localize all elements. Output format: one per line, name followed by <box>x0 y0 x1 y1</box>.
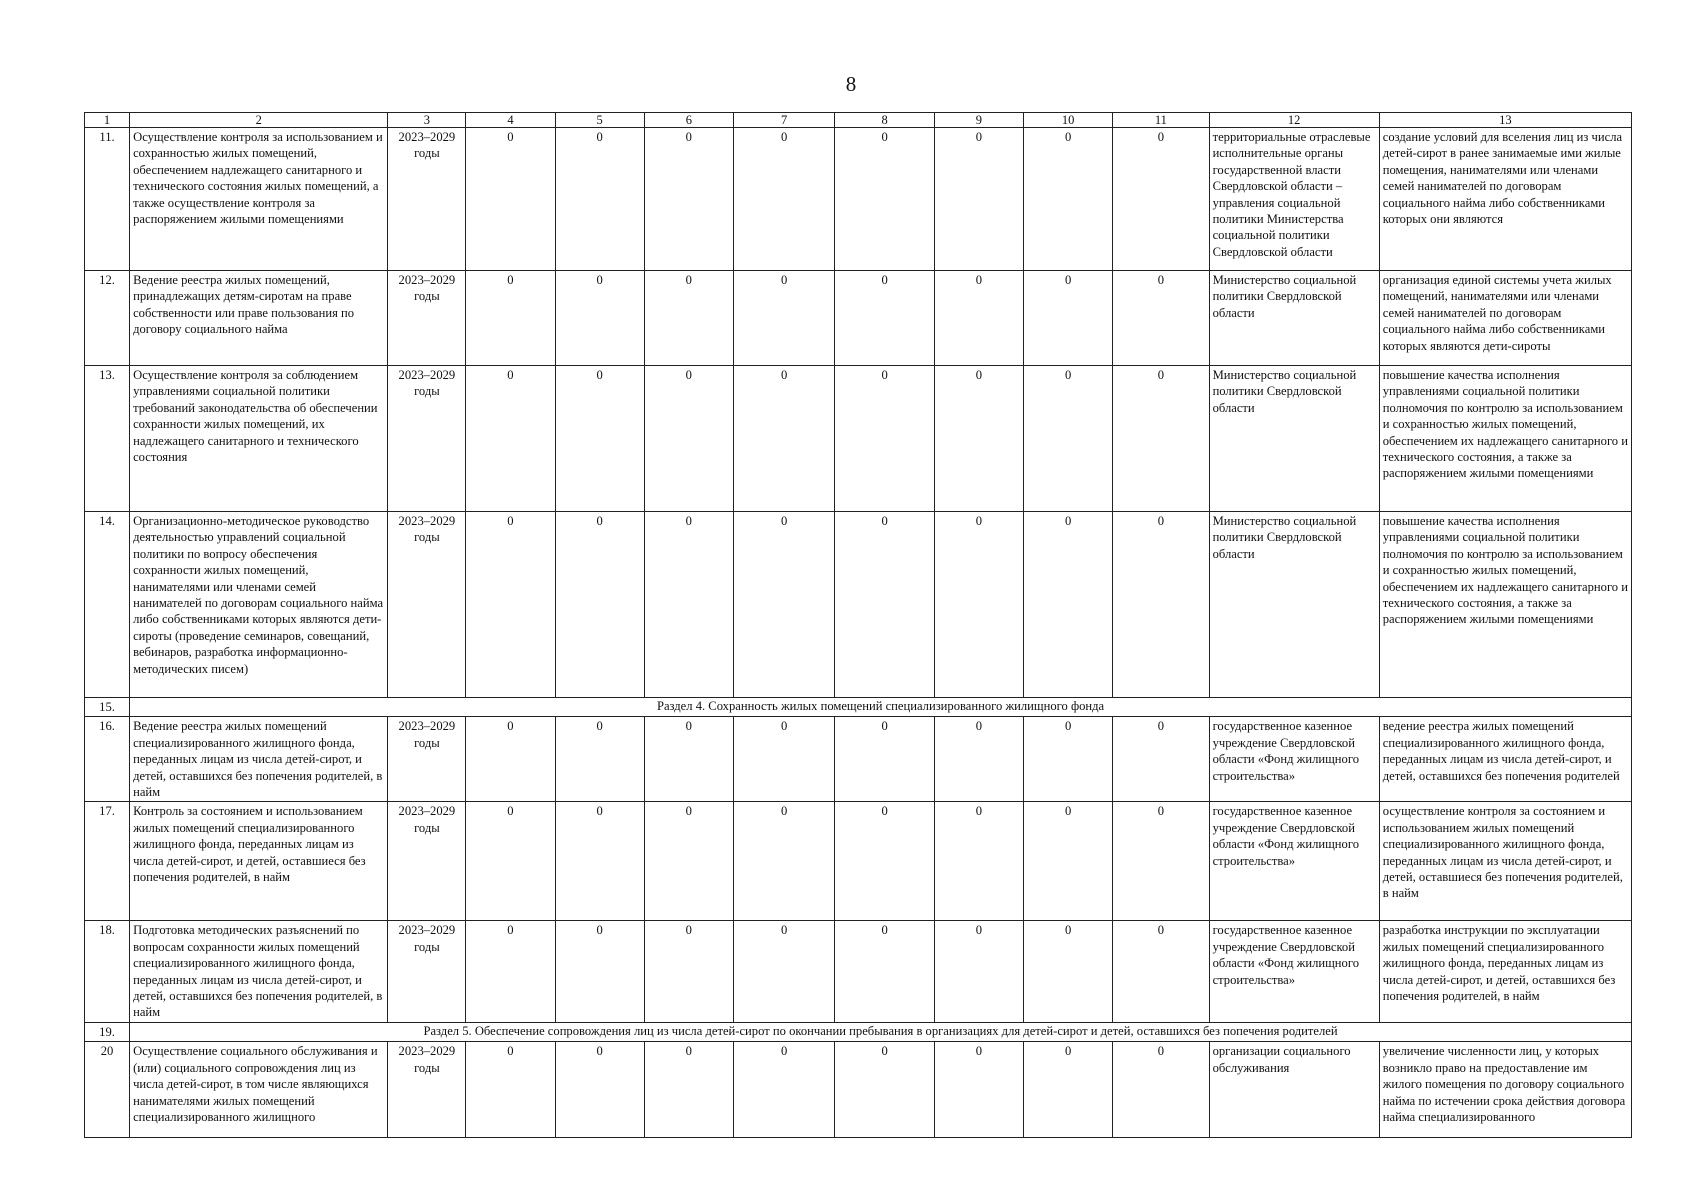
executor: территориальные отраслевые исполнительные органы государственной власти Свердловской области – управления социальной политики Министерства социальной политики Свердловской области <box>1209 128 1379 271</box>
funding-value: 0 <box>555 271 644 366</box>
column-number: 8 <box>835 113 934 128</box>
period: 2023–2029 годы <box>388 921 466 1022</box>
funding-value: 0 <box>555 512 644 698</box>
column-number: 12 <box>1209 113 1379 128</box>
funding-value: 0 <box>1024 512 1113 698</box>
column-number: 13 <box>1379 113 1631 128</box>
funding-value: 0 <box>835 128 934 271</box>
funding-value: 0 <box>466 512 555 698</box>
funding-value: 0 <box>733 1042 834 1138</box>
funding-value: 0 <box>733 921 834 1022</box>
funding-value: 0 <box>1024 921 1113 1022</box>
funding-value: 0 <box>644 366 733 512</box>
section-row <box>85 698 1632 717</box>
funding-value: 0 <box>835 1042 934 1138</box>
row-number: 15. <box>85 698 130 717</box>
funding-value: 0 <box>934 921 1023 1022</box>
funding-value: 0 <box>934 366 1023 512</box>
activities-table <box>84 112 1632 1138</box>
funding-value: 0 <box>466 271 555 366</box>
executor: государственное казенное учреждение Свердловской области «Фонд жилищного строительства» <box>1209 717 1379 802</box>
expected-result: осуществление контроля за состоянием и использованием жилых помещений специализированного жилищного фонда, переданных лицам из числа детей-сирот, и детей, оставшиеся без попечения родителей, в найм <box>1379 802 1631 921</box>
expected-result: ведение реестра жилых помещений специализированного жилищного фонда, переданных лицам из числа детей-сирот, и детей, оставшихся без попечения родителей <box>1379 717 1631 802</box>
column-number: 2 <box>130 113 388 128</box>
expected-result: создание условий для вселения лиц из числа детей-сирот в ранее занимаемые ими жилые помещения, нанимателями или членами семей нанимателей по договорам социального найма либо собственниками которых они являются <box>1379 128 1631 271</box>
column-number: 7 <box>733 113 834 128</box>
column-number: 9 <box>934 113 1023 128</box>
funding-value: 0 <box>733 802 834 921</box>
period: 2023–2029 годы <box>388 128 466 271</box>
executor: Министерство социальной политики Свердловской области <box>1209 366 1379 512</box>
activity-name: Ведение реестра жилых помещений, принадлежащих детям-сиротам на праве собственности или праве пользования по договору социального найма <box>130 271 388 366</box>
funding-value: 0 <box>644 128 733 271</box>
funding-value: 0 <box>934 128 1023 271</box>
funding-value: 0 <box>555 128 644 271</box>
funding-value: 0 <box>466 128 555 271</box>
executor: государственное казенное учреждение Свердловской области «Фонд жилищного строительства» <box>1209 921 1379 1022</box>
activity-name: Подготовка методических разъяснений по вопросам сохранности жилых помещений специализированного жилищного фонда, переданных лицам из числа детей-сирот, и детей, оставшихся без попечения родителей, в найм <box>130 921 388 1022</box>
section-row <box>85 1022 1632 1041</box>
column-number: 10 <box>1024 113 1113 128</box>
expected-result: повышение качества исполнения управлениями социальной политики полномочия по контролю за использованием и сохранностью жилых помещений, обеспечением их надлежащего санитарного и технического состояния, а также за распоряжением жилыми помещениями <box>1379 512 1631 698</box>
expected-result: организация единой системы учета жилых помещений, нанимателями или членами семей нанимателей по договорам социального найма либо собственниками которых являются дети-сироты <box>1379 271 1631 366</box>
table-row <box>85 1042 1632 1138</box>
funding-value: 0 <box>934 802 1023 921</box>
column-number: 3 <box>388 113 466 128</box>
funding-value: 0 <box>835 921 934 1022</box>
row-number: 16. <box>85 717 130 802</box>
funding-value: 0 <box>1113 128 1209 271</box>
period: 2023–2029 годы <box>388 717 466 802</box>
period: 2023–2029 годы <box>388 802 466 921</box>
row-number: 20 <box>85 1042 130 1138</box>
funding-value: 0 <box>1024 717 1113 802</box>
funding-value: 0 <box>466 802 555 921</box>
funding-value: 0 <box>934 271 1023 366</box>
funding-value: 0 <box>555 366 644 512</box>
funding-value: 0 <box>644 512 733 698</box>
funding-value: 0 <box>1113 802 1209 921</box>
funding-value: 0 <box>466 921 555 1022</box>
row-number: 19. <box>85 1022 130 1041</box>
activity-name: Осуществление контроля за соблюдением управлениями социальной политики требований законодательства об обеспечении сохранности жилых помещений, их надлежащего санитарного и технического состояния <box>130 366 388 512</box>
funding-value: 0 <box>1113 512 1209 698</box>
activity-name: Осуществление социального обслуживания и (или) социального сопровождения лиц из числа детей-сирот, в том числе являющихся нанимателями жилых помещений специализированного жилищного <box>130 1042 388 1138</box>
funding-value: 0 <box>1024 366 1113 512</box>
funding-value: 0 <box>835 366 934 512</box>
funding-value: 0 <box>1113 717 1209 802</box>
funding-value: 0 <box>835 512 934 698</box>
row-number: 11. <box>85 128 130 271</box>
funding-value: 0 <box>644 802 733 921</box>
funding-value: 0 <box>934 1042 1023 1138</box>
activity-name: Ведение реестра жилых помещений специализированного жилищного фонда, переданных лицам из числа детей-сирот, и детей, оставшихся без попечения родителей, в найм <box>130 717 388 802</box>
table-row <box>85 271 1632 366</box>
page-number: 8 <box>845 72 857 96</box>
funding-value: 0 <box>1024 802 1113 921</box>
funding-value: 0 <box>1113 271 1209 366</box>
funding-value: 0 <box>644 1042 733 1138</box>
period: 2023–2029 годы <box>388 366 466 512</box>
funding-value: 0 <box>555 717 644 802</box>
funding-value: 0 <box>644 717 733 802</box>
activity-name: Организационно-методическое руководство деятельностью управлений социальной политики по вопросу обеспечения сохранности жилых помещений, нанимателями или членами семей нанимателей по договорам социального найма либо собственниками которых являются дети-сироты (проведение семинаров, совещаний, вебинаров, разработка информационно-методических писем) <box>130 512 388 698</box>
executor: государственное казенное учреждение Свердловской области «Фонд жилищного строительства» <box>1209 802 1379 921</box>
funding-value: 0 <box>466 1042 555 1138</box>
table-row <box>85 128 1632 271</box>
funding-value: 0 <box>733 512 834 698</box>
funding-value: 0 <box>1024 271 1113 366</box>
funding-value: 0 <box>466 366 555 512</box>
activity-name: Осуществление контроля за использованием и сохранностью жилых помещений, обеспечением надлежащего санитарного и технического состояния жилых помещений, а также осуществление контроля за распоряжением жилыми помещениями <box>130 128 388 271</box>
funding-value: 0 <box>835 802 934 921</box>
funding-value: 0 <box>733 717 834 802</box>
section-title: Раздел 4. Сохранность жилых помещений специализированного жилищного фонда <box>130 698 1632 717</box>
table-row <box>85 366 1632 512</box>
funding-value: 0 <box>1113 1042 1209 1138</box>
column-number: 6 <box>644 113 733 128</box>
funding-value: 0 <box>835 271 934 366</box>
expected-result: повышение качества исполнения управлениями социальной политики полномочия по контролю за использованием и сохранностью жилых помещений, обеспечением их надлежащего санитарного и технического состояния, а также за распоряжением жилыми помещениями <box>1379 366 1631 512</box>
period: 2023–2029 годы <box>388 1042 466 1138</box>
funding-value: 0 <box>1024 128 1113 271</box>
funding-value: 0 <box>1113 921 1209 1022</box>
funding-value: 0 <box>555 802 644 921</box>
column-number: 5 <box>555 113 644 128</box>
column-number: 11 <box>1113 113 1209 128</box>
funding-value: 0 <box>733 128 834 271</box>
period: 2023–2029 годы <box>388 512 466 698</box>
period: 2023–2029 годы <box>388 271 466 366</box>
column-number-row <box>85 113 1632 128</box>
funding-value: 0 <box>644 271 733 366</box>
funding-value: 0 <box>835 717 934 802</box>
column-number: 4 <box>466 113 555 128</box>
funding-value: 0 <box>934 717 1023 802</box>
table-row <box>85 717 1632 802</box>
funding-value: 0 <box>555 1042 644 1138</box>
funding-value: 0 <box>555 921 644 1022</box>
executor: Министерство социальной политики Свердловской области <box>1209 271 1379 366</box>
row-number: 18. <box>85 921 130 1022</box>
expected-result: увеличение численности лиц, у которых возникло право на предоставление им жилого помещения по договору социального найма по истечении срока действия договора найма специализированного <box>1379 1042 1631 1138</box>
activity-name: Контроль за состоянием и использованием жилых помещений специализированного жилищного фонда, переданных лицам из числа детей-сирот, и детей, оставшиеся без попечения родителей, в найм <box>130 802 388 921</box>
table-row <box>85 921 1632 1022</box>
funding-value: 0 <box>733 366 834 512</box>
expected-result: разработка инструкции по эксплуатации жилых помещений специализированного жилищного фонда, переданных лицам из числа детей-сирот, и детей, оставшихся без попечения родителей, в найм <box>1379 921 1631 1022</box>
row-number: 12. <box>85 271 130 366</box>
row-number: 17. <box>85 802 130 921</box>
section-title: Раздел 5. Обеспечение сопровождения лиц из числа детей-сирот по окончании пребывания в организациях для детей-сирот и детей, оставшихся без попечения родителей <box>130 1022 1632 1041</box>
funding-value: 0 <box>934 512 1023 698</box>
funding-value: 0 <box>1113 366 1209 512</box>
table-row <box>85 802 1632 921</box>
funding-value: 0 <box>644 921 733 1022</box>
executor: организации социального обслуживания <box>1209 1042 1379 1138</box>
table-row <box>85 512 1632 698</box>
funding-value: 0 <box>733 271 834 366</box>
funding-value: 0 <box>466 717 555 802</box>
column-number: 1 <box>85 113 130 128</box>
row-number: 13. <box>85 366 130 512</box>
executor: Министерство социальной политики Свердловской области <box>1209 512 1379 698</box>
row-number: 14. <box>85 512 130 698</box>
funding-value: 0 <box>1024 1042 1113 1138</box>
